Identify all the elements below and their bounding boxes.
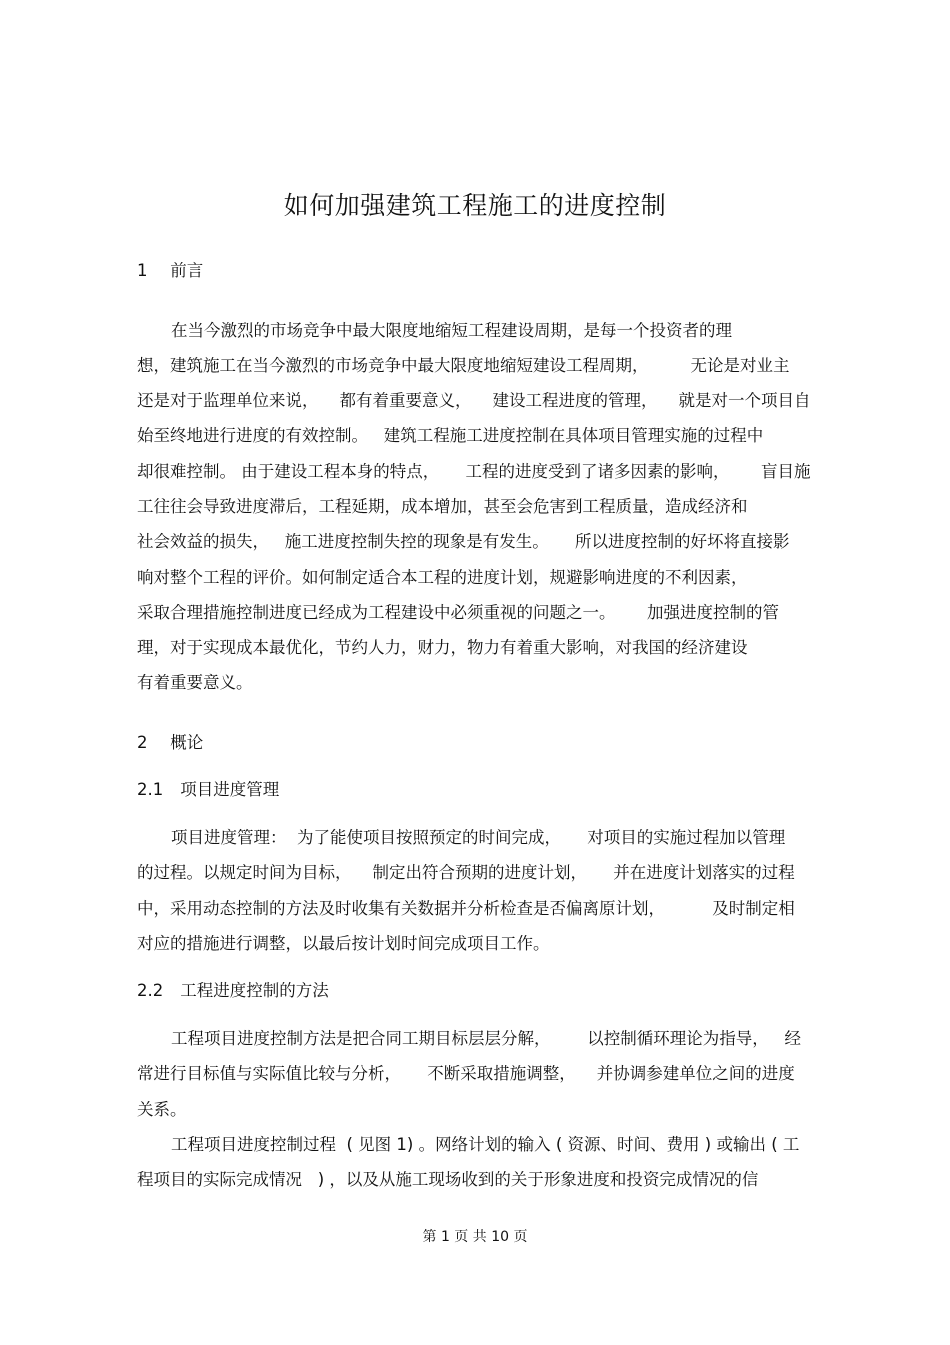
section-title: 项目进度管理 [180, 780, 280, 799]
text-line: 程项目的实际完成情况 ) ，以及从施工现场收到的关于形象进度和投资完成情况的信 [137, 1170, 759, 1189]
text-line: 工程项目进度控制过程 ( 见图 1) 。网络计划的输入 ( 资源、时间、费用 ) 或输出 ( 工 [171, 1135, 800, 1154]
page-title: 如何加强建筑工程施工的进度控制 [283, 191, 667, 220]
text-line: 社会效益的损失， 施工进度控制失控的现象是有发生。 所以进度控制的好坏将直接影 [137, 532, 790, 551]
section-title: 概论 [170, 733, 204, 752]
text-line: 采取合理措施控制进度已经成为工程建设中必须重视的问题之一。 加强进度控制的管 [137, 603, 779, 622]
text-line: 始至终地进行进度的有效控制。 建筑工程施工进度控制在具体项目管理实施的过程中 [137, 426, 764, 445]
text-line: 工程项目进度控制方法是把合同工期目标层层分解， 以控制循环理论为指导， 经 [171, 1029, 801, 1048]
section-number: 1 [137, 261, 148, 280]
section-heading-2-2 [137, 977, 329, 1001]
section-heading-1 [137, 257, 203, 281]
text-line: 关系。 [137, 1100, 187, 1119]
text-line: 还是对于监理单位来说， 都有着重要意义， 建设工程进度的管理， 就是对一个项目自 [137, 391, 811, 410]
text-line: 却很难控制。 由于建设工程本身的特点， 工程的进度受到了诸多因素的影响， 盲目施 [137, 462, 811, 481]
text-line: 对应的措施进行调整，以最后按计划时间完成项目工作。 [137, 934, 550, 953]
section-title: 工程进度控制的方法 [180, 981, 329, 1000]
section-heading-2 [137, 729, 203, 753]
text-line: 常进行目标值与实际值比较与分析， 不断采取措施调整， 并协调参建单位之间的进度 [137, 1064, 795, 1083]
section-number: 2 [137, 733, 148, 752]
text-line: 理，对于实现成本最优化，节约人力，财力，物力有着重大影响，对我国的经济建设 [137, 638, 748, 657]
text-line: 想，建筑施工在当今激烈的市场竞争中最大限度地缩短建设工程周期， 无论是对业主 [137, 356, 790, 375]
text-line: 的过程。以规定时间为目标， 制定出符合预期的进度计划， 并在进度计划落实的过程 [137, 863, 795, 882]
section-number: 2.1 [137, 780, 164, 799]
text-line: 响对整个工程的评价。如何制定适合本工程的进度计划，规避影响进度的不利因素， [137, 568, 748, 587]
page-footer: 第 1 页 共 10 页 [422, 1229, 528, 1245]
section-title: 前言 [170, 261, 204, 280]
text-line: 项目进度管理： 为了能使项目按照预定的时间完成， 对项目的实施过程加以管理 [171, 828, 786, 847]
text-line: 在当今激烈的市场竞争中最大限度地缩短工程建设周期，是每一个投资者的理 [171, 321, 732, 340]
section-number: 2.2 [137, 981, 164, 1000]
text-line: 工往往会导致进度滞后，工程延期，成本增加，甚至会危害到工程质量，造成经济和 [137, 497, 748, 516]
text-line: 中，采用动态控制的方法及时收集有关数据并分析检查是否偏离原计划， 及时制定相 [137, 899, 795, 918]
text-line: 有着重要意义。 [137, 673, 253, 692]
section-heading-2-1 [137, 776, 279, 800]
